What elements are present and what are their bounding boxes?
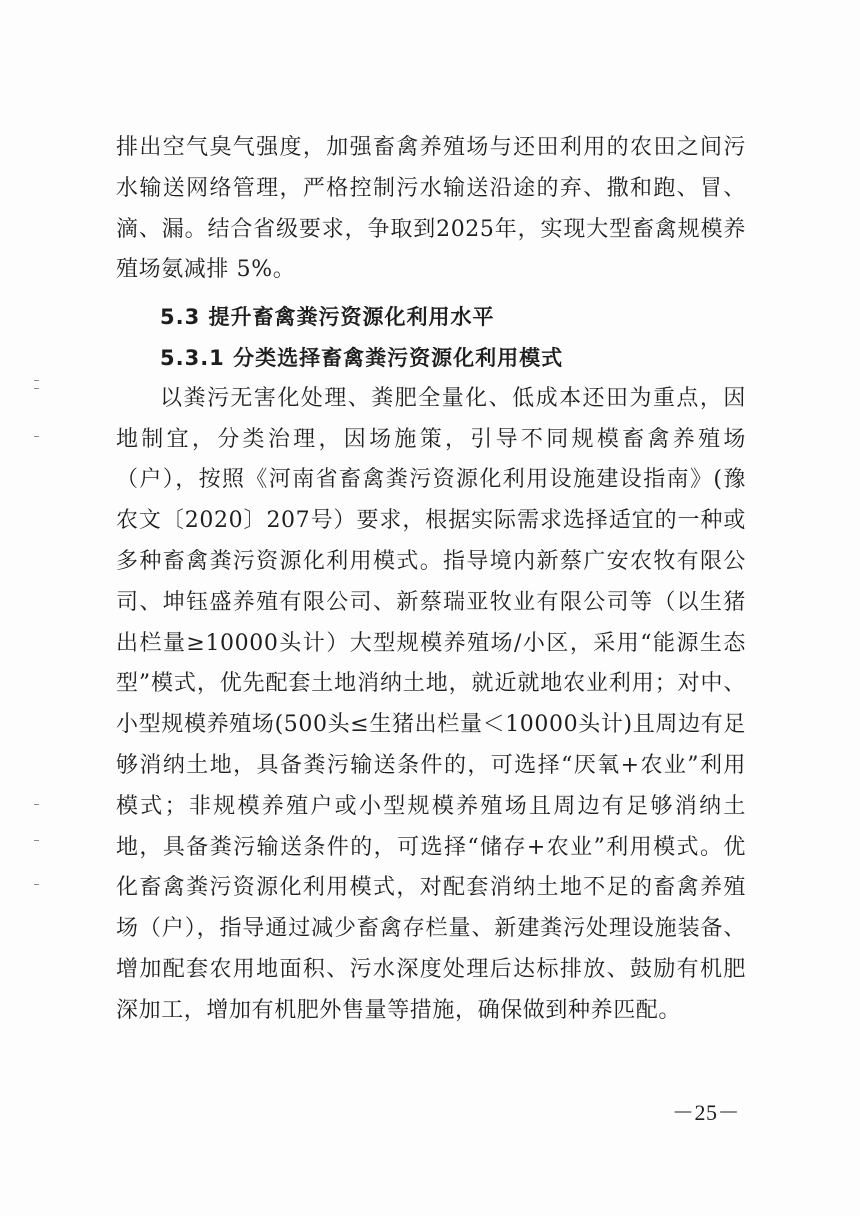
section-heading: 5.3 提升畜禽粪污资源化利用水平 bbox=[160, 305, 495, 330]
page-number: －25－ bbox=[672, 1100, 741, 1125]
subsection-heading: 5.3.1 分类选择畜禽粪污资源化利用模式 bbox=[160, 345, 564, 370]
margin-mark bbox=[34, 436, 39, 437]
paragraph-continued: 排出空气臭气强度，加强畜禽养殖场与还田利用的农田之间污水输送网络管理，严格控制污水输送沿途的弃、撒和跑、冒、滴、漏。结合省级要求，争取到2025年，实现大型畜禽规模养殖场氨减排 5%。 bbox=[116, 135, 746, 283]
document-body bbox=[116, 128, 746, 1032]
margin-mark bbox=[34, 840, 39, 841]
margin-mark bbox=[34, 380, 39, 381]
margin-mark bbox=[34, 884, 39, 885]
margin-mark bbox=[34, 804, 39, 805]
paragraph-main: 以粪污无害化处理、粪肥全量化、低成本还田为重点，因地制宜，分类治理，因场施策，引导不同规模畜禽养殖场（户），按照《河南省畜禽粪污资源化利用设施建设指南》(豫农文〔2020〕207号）要求，根据实际需求选择适宜的一种或多种畜禽粪污资源化利用模式。指导境内新蔡广安农牧有限公司、坤钰盛养殖有限公司、新蔡瑞亚牧业有限公司等（以生猪出栏量≥10000头计）大型规模养殖场/小区，采用“能源生态型”模式，优先配套土地消纳土地，就近就地农业利用；对中、小型规模养殖场(500头≤生猪出栏量＜10000头计)且周边有足够消纳土地，具备粪污输送条件的，可选择“厌氧+农业”利用模式；非规模养殖户或小型规模养殖场且周边有足够消纳土地，具备粪污输送条件的，可选择“储存+农业”利用模式。优化畜禽粪污资源化利用模式，对配套消纳土地不足的畜禽养殖场（户），指导通过减少畜禽存栏量、新建粪污处理设施装备、增加配套农用地面积、污水深度处理后达标排放、鼓励有机肥深加工，增加有机肥外售量等措施，确保做到种养匹配。 bbox=[116, 385, 746, 1023]
margin-mark bbox=[34, 388, 39, 389]
